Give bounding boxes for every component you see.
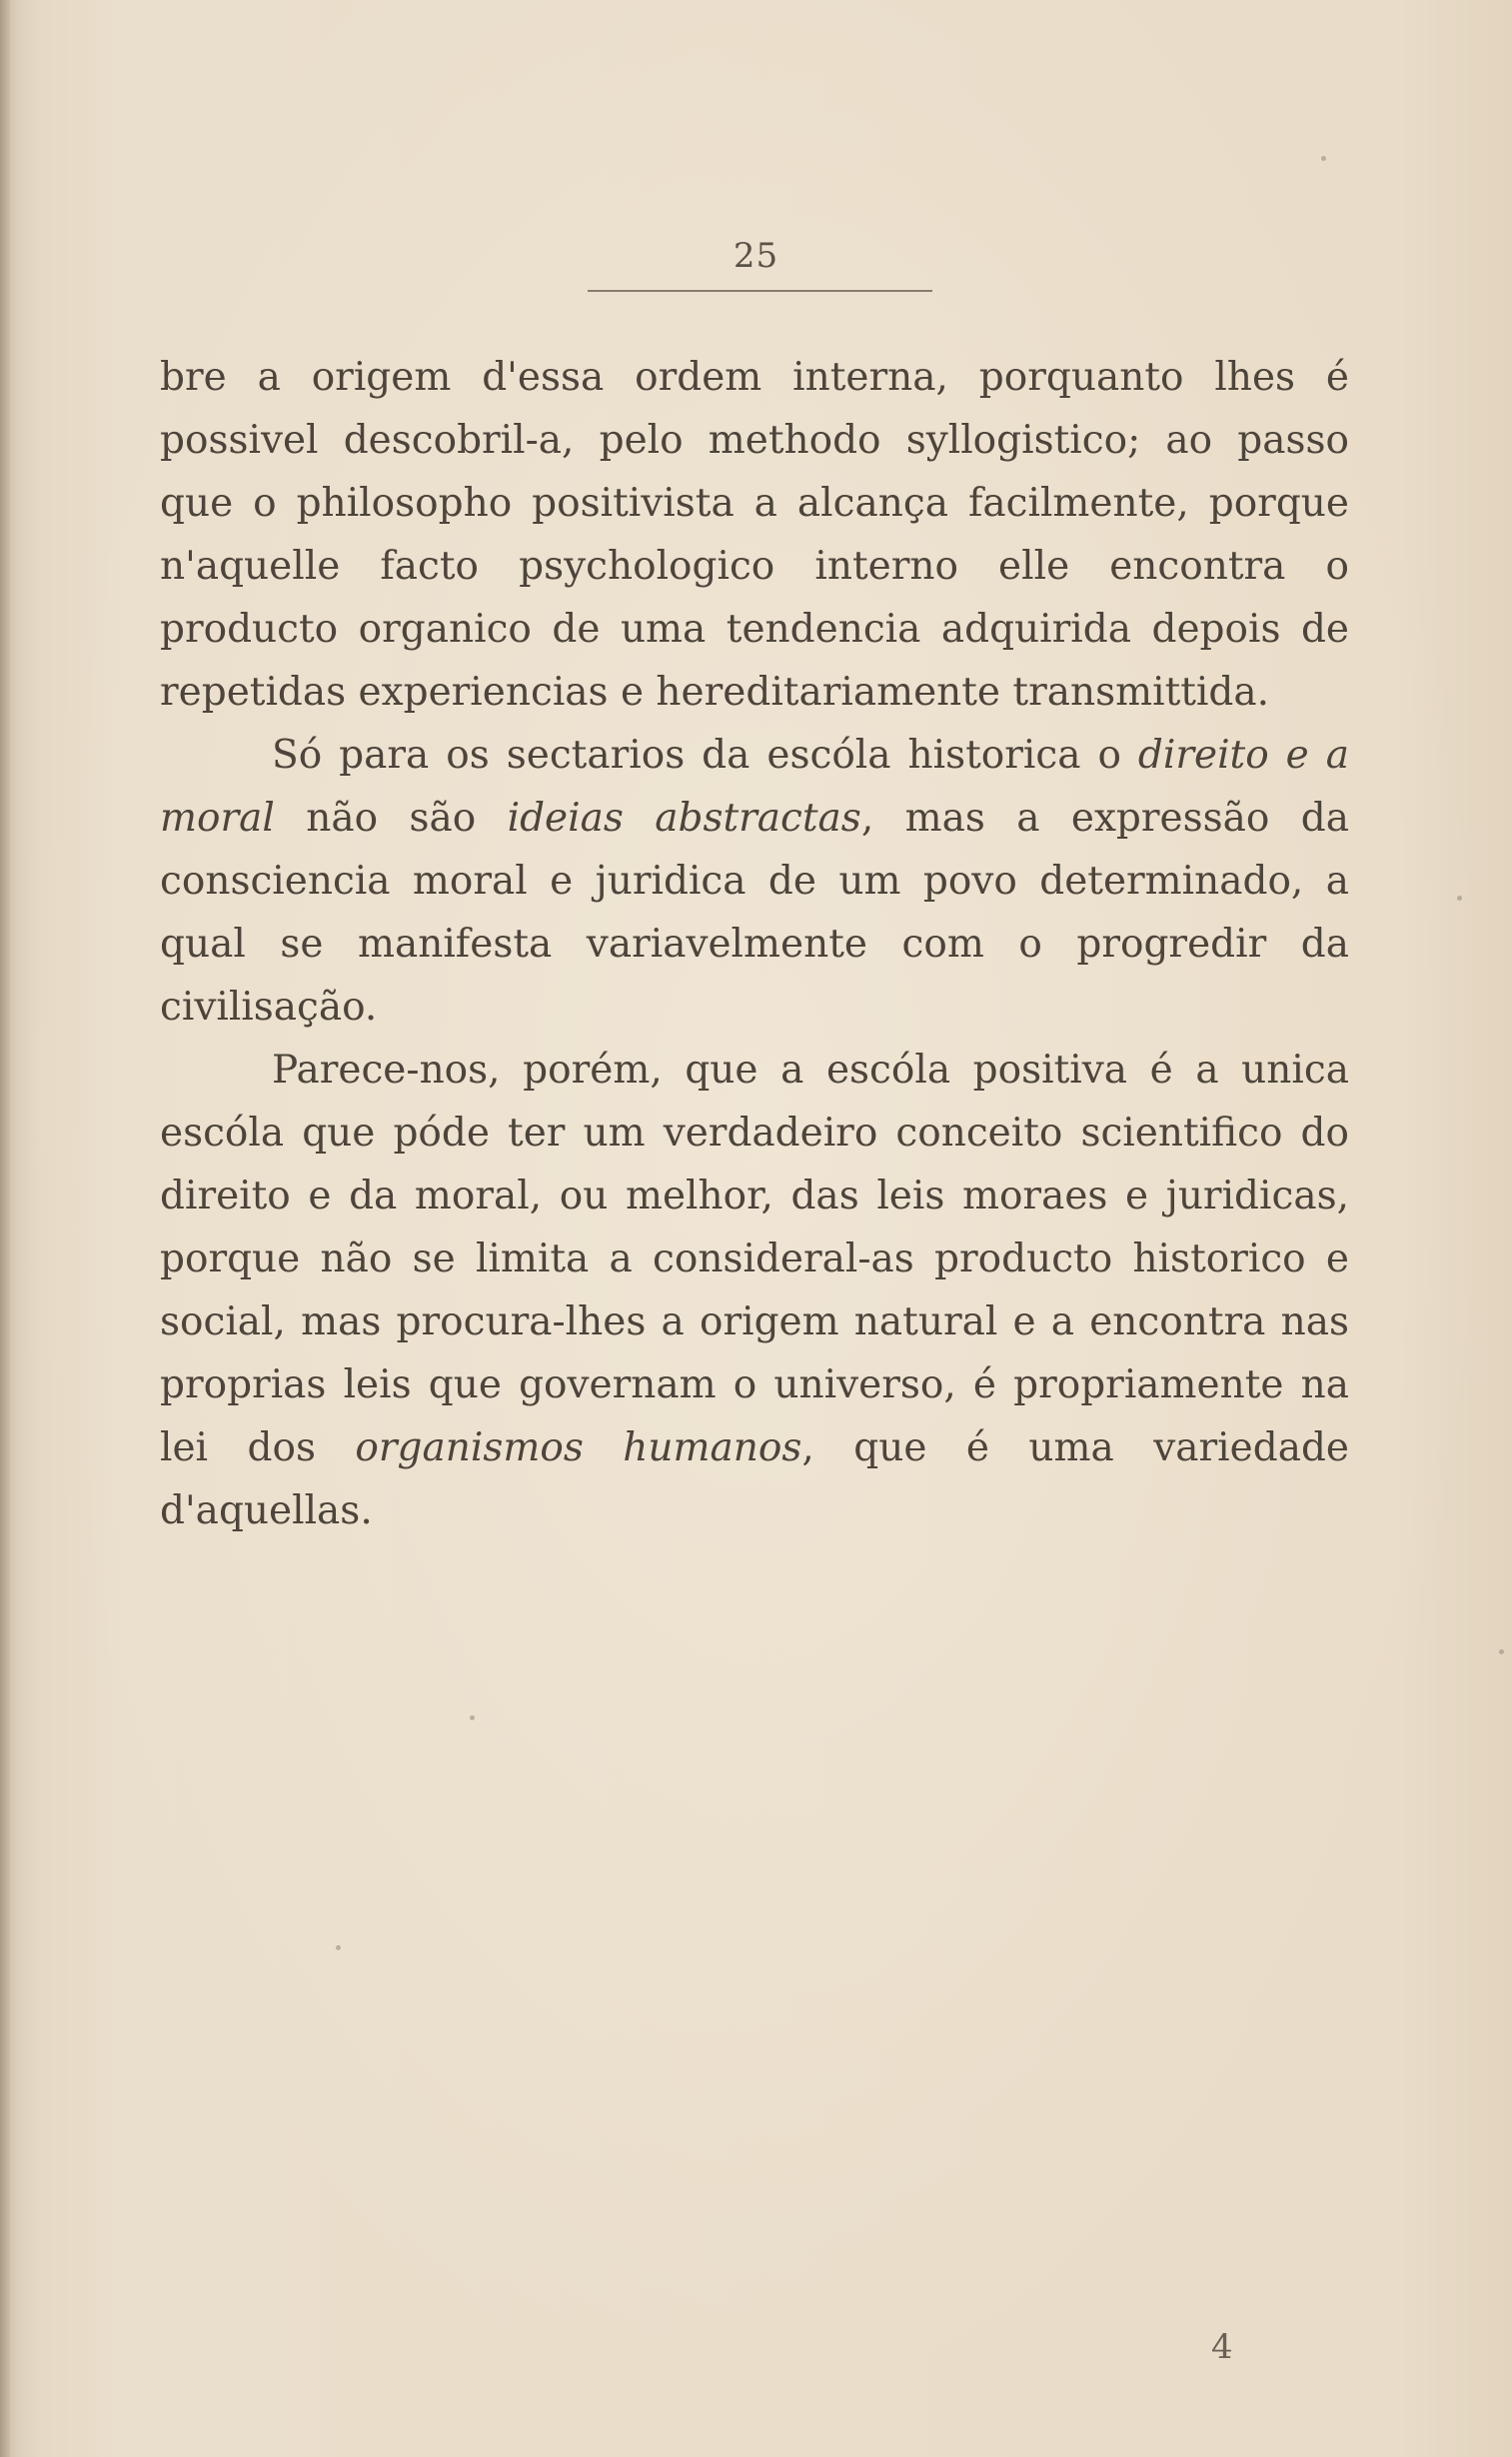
- italic-phrase: organismos humanos: [355, 1425, 802, 1470]
- text-segment: bre a origem d'essa ordem interna, porquanto lhes é possivel descobril-a, pelo methodo syllogistico; ao passo que o philosopho positivista a alcança facilmente, porque n'aquelle facto psychologico interno elle encontra o producto organico de uma tendencia adquirida depois de repetidas experiencias e hereditariamente transmittida.: [160, 355, 1349, 715]
- header-rule: [588, 290, 932, 292]
- body-text: [160, 346, 1349, 1542]
- text-segment: Parece-nos, porém, que a escóla positiva é a unica escóla que póde ter um verdadeiro conceito scientifico do direito e da moral, ou melhor, das leis moraes e juridicas, porque não se limita a consideral-as producto historico e social, mas procura-lhes a origem natural e a encontra nas proprias leis que governam o universo, é propriamente na lei dos: [160, 1048, 1349, 1470]
- paragraph-positive-school: [160, 1039, 1349, 1542]
- paper-speck: [470, 1715, 475, 1720]
- text-segment: , que é uma variedade d'aquellas.: [160, 1425, 1349, 1533]
- signature-mark: 4: [1211, 2327, 1233, 2367]
- italic-phrase: direito e a moral: [160, 733, 1349, 841]
- page-edge: [0, 0, 10, 2457]
- text-segment: não são: [274, 796, 508, 841]
- paragraph-historical-school: [160, 724, 1349, 1039]
- paper-speck: [1499, 1649, 1504, 1654]
- text-segment: Só para os sectarios da escóla historica o: [272, 733, 1138, 778]
- page-number: 25: [733, 236, 779, 276]
- italic-phrase: ideias abstractas: [507, 796, 861, 841]
- paper-speck: [336, 1945, 341, 1950]
- paper-speck: [1457, 896, 1462, 901]
- paper-speck: [1321, 156, 1326, 161]
- text-segment: , mas a expressão da consciencia moral e juridica de um povo determinado, a qual se manifesta variavelmente com o progredir da civilisação.: [160, 796, 1349, 1030]
- paragraph-continuation: [160, 346, 1349, 724]
